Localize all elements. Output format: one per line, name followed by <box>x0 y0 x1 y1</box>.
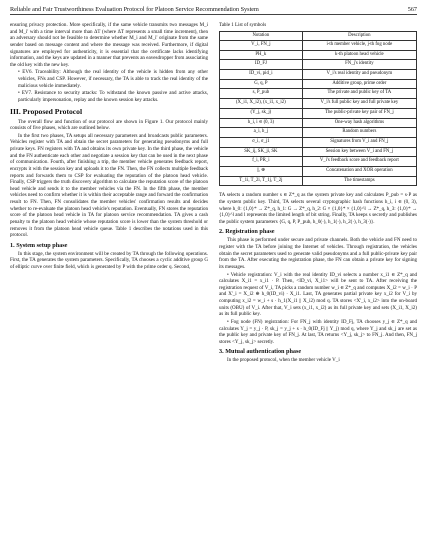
table-row <box>220 176 417 186</box>
table-row <box>220 137 417 147</box>
description-cell: V_i's real identity and pseudonym <box>302 70 416 80</box>
body-paragraph: ensuring privacy protection. More specifically, if the same vehicle transmits two messages M_i and M_i' with a time interval more than ΔT (where ΔT represents a small time increment), then an adversary should not be feasible to determine whether M_i and M_i' originate from the same sender based on message content and where the message was received. Furthermore, if digital signatures are employed for authenticity, it is essential that the certificate lacks identifying information, and the keys are updated in a manner that prevents an eavesdropper from associating the old key with the new key. <box>10 22 208 68</box>
table-row <box>220 166 417 176</box>
table-row <box>220 60 417 70</box>
bullet-item-fog-node-registration: • Fog node (FN) registration: For FN_j with identity ID_Fj, TA chooses y_j ∈ Z*_q and calculates Y_j = y_j · P, sk_j = y_j + s · h_0(ID_Fj || Y_j) mod q, where Y_j and sk_j are set as the public key and private key of FN_j. At last, TA returns <Y_j, sk_j> to FN_j. And then, FN_j stores <Y_j, sk_j> secretly. <box>219 318 417 345</box>
symbols-table <box>219 31 417 186</box>
subsection-heading: 3. Mutual authentication phase <box>219 348 302 356</box>
notation-cell: G, q, P <box>220 79 303 89</box>
table-header-description: Description <box>302 32 416 41</box>
description-cell: V_i's feedback score and feedback report <box>302 157 416 167</box>
running-header <box>10 5 417 15</box>
notation-cell: SK_ij, SK_ji, SK <box>220 147 303 157</box>
body-paragraph: In this stage, the system environment will be created by TA through the following operations. First, the TA generates the system parameters. Specifically, TA chooses a cyclic additive group G of elliptic curve over finite field, which is generated by P with the prime order q. Second, <box>10 250 208 270</box>
notation-cell: σ_i, σ_j1 <box>220 137 303 147</box>
notation-cell: PH_k <box>220 50 303 60</box>
table-row <box>220 157 417 167</box>
subsection-heading: 2. Registration phase <box>219 228 275 236</box>
description-cell: i-th member vehicle, j-th fog node <box>302 41 416 51</box>
table-header-notation: Notation <box>220 32 303 41</box>
table-row <box>220 147 417 157</box>
bullet-item-ev6: • EV6. Traceability: Although the real identity of the vehicle is hidden from any other vehicles, FNs and CSP. However, if necessary, the TA is able to track the real identity of the malicious vehicle immediately. <box>18 69 208 89</box>
description-cell: The timestamps <box>302 176 416 186</box>
description-cell: Signatures from V_i and FN_j <box>302 137 416 147</box>
description-cell: k-th platoon head vehicle <box>302 50 416 60</box>
table-header-row <box>220 32 417 41</box>
body-paragraph: TA selects a random number s ∈ Z*_q as the system private key and calculates P_pub = s·P as the system public key. Third, TA selects several cryptographic hash functions h_i, i ∈ (0, 3), where h_0: {1,0}* → Z*_q, h_1: G → Z*_q, h_2: G × {1,0}* × {1,0}^l → Z*_q, h_3: {1,0}* → {1,0}^l and l represents the limited length of bit string. Finally, TA keeps s secretly and publishes the public system parameters {G, q, P, P_pub, h_0(·), h_1(·), h_2(·), h_3(·)}. <box>219 192 417 225</box>
description-cell: Concatenation and XOR operation <box>302 166 416 176</box>
description-cell: Session key between V_i and FN_j <box>302 147 416 157</box>
running-title: Reliable and Fair Trustworthiness Evaluation Protocol for Platoon Service Recommendation System <box>10 6 259 13</box>
table-row <box>220 41 417 51</box>
table-row <box>220 50 417 60</box>
notation-cell: a_i, b_j <box>220 128 303 138</box>
left-column <box>10 22 208 272</box>
description-cell: Random numbers <box>302 128 416 138</box>
body-paragraph: This phase is performed under secure and private channels. Both the vehicle and FN need to register with the TA before joining the Internet of vehicles. Through registration, the vehicles obtain the secret parameters used to generate valid pseudonyms and a full public-private key pair from the TA. After executing the registration phase, the FN can obtain a private key for signing its messages. <box>219 237 417 270</box>
notation-cell: ||, ⊕ <box>220 166 303 176</box>
page-number: 567 <box>407 6 417 13</box>
description-cell: One-way hash algorithms <box>302 118 416 128</box>
table-row <box>220 99 417 109</box>
subsection-heading: 1. System setup phase <box>10 241 68 249</box>
notation-cell: T_1i, T_2i, T_1j, T_2j <box>220 176 303 186</box>
table-row <box>220 89 417 99</box>
description-cell: Additive group, prime order <box>302 79 416 89</box>
body-paragraph: The overall flow and function of our protocol are shown in Figure 1. Our protocol mainly consists of five phases, which are outlined below. <box>10 118 208 132</box>
table-row <box>220 79 417 89</box>
table-row <box>220 118 417 128</box>
notation-cell: ID_vi, pid_i <box>220 70 303 80</box>
notation-cell: s, P_pub <box>220 89 303 99</box>
description-cell: FN_j's identity <box>302 60 416 70</box>
notation-cell: ID_FJ <box>220 60 303 70</box>
bullet-item-ev7: • EV7. Resistance to security attacks: To withstand the known passive and active attacks, particularly impersonation, replay and the known session key attacks. <box>18 90 208 103</box>
table-row <box>220 70 417 80</box>
description-cell: V_i's full public key and full private key <box>302 99 416 109</box>
description-cell: The public-private key pair of FN_j <box>302 108 416 118</box>
bullet-item-vehicle-registration: • Vehicle registration: V_i with the real identity ID_vi selects a number x_i1 ∈ Z*_q and calculates X_i1 = x_i1 · P. Then, <ID_vi, X_i1> will be sent to TA. After receiving the registration request of V_i, TA picks a random number w_i ∈ Z*_q and computes X_i2 = w_i · P and X'_i = X_i2 ⊕ h_0(ID_vi) · X_i1. Last, TA generates partial private key x_i2 for V_i by computing x_i2 = w_i + s · h_1(X_i1 || X_i2) mod q. TA stores <X'_i, x_i2> into the on-board units (OBU) of V_i. After that, V_i sets (x_i1, x_i2) as its full private key and sets (X_i1, X_i2) as its full public key. <box>219 271 417 318</box>
description-cell: The private and public key of TA <box>302 89 416 99</box>
table-row <box>220 128 417 138</box>
notation-cell: f_i, PR_i <box>220 157 303 167</box>
body-paragraph: In the proposed protocol, when the member vehicle V_i <box>227 357 340 364</box>
table-caption: Table 1 List of symbols <box>219 23 267 28</box>
notation-cell: (Y_j, sk_j) <box>220 108 303 118</box>
notation-cell: (X_i1, X_i2), (x_i1, x_i2) <box>220 99 303 109</box>
section-heading: III. Proposed Protocol <box>10 106 83 116</box>
notation-cell: h_i, i ∈ (0, 3) <box>220 118 303 128</box>
notation-cell: V_i, FN_j <box>220 41 303 51</box>
table-row <box>220 108 417 118</box>
right-column <box>219 22 417 365</box>
body-paragraph: In the first two phases, TA setups all necessary parameters and broadcasts public parameters. Vehicles register with TA and obtain the secret parameters for generating pseudonyms and full private keys. FN registers with TA and obtains its own private key. In the third phase, the vehicle and the FN authenticate each other and negotiate a session key that can be used in the next phase of communication. Fourth, after finishing a trip, the member vehicle generates feedback report, encrypts it with the session key and uploads it to the FN. Then, the FN collects multiple feedback reports and forwards them to CSP for evaluating the reputation of the platoon head vehicle. Finally, CSP triggers the truth discovery algorithm to calculate the reputation score of the platoon head vehicle and sends it to the member vehicles via the FN. In the fifth phase, the member vehicles need to confirm whether it is within their acceptable range and forward the confirmation result to FN. Then, FN consolidates the member vehicles' confirmation results and decides whether to re-evaluate the platoon head vehicle's reputation. Eventually, FN stores the reputation score of the platoon head vehicle in TA for platoon service recommendation. TA gives a cash penalty to the platoon head vehicle whose reputation score is lower than the system threshold or removes it from the platoon head vehicle queue. Table 1 describes the notations used in this protocol. <box>10 132 208 239</box>
